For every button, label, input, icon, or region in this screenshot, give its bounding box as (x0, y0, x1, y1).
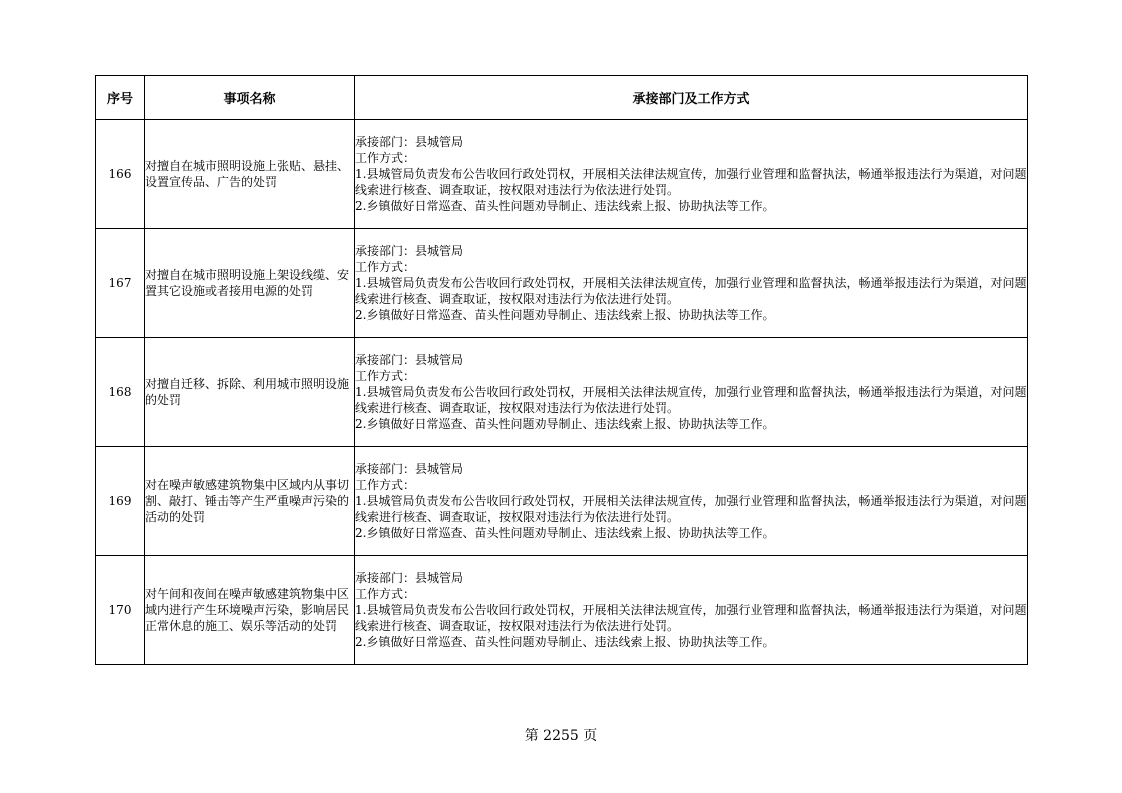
method-label: 工作方式： (355, 369, 416, 383)
department-and-method (355, 556, 1028, 665)
items-table (95, 75, 1028, 665)
table-row (96, 120, 1028, 229)
table-row (96, 447, 1028, 556)
method-step-1: 1.县城管局负责发布公告收回行政处罚权，开展相关法律法规宣传，加强行业管理和监督执法，畅通举报违法行为渠道，对问题线索进行核查、调查取证，按权限对违法行为依法进行处罚。 (355, 603, 1027, 633)
item-name: 对午间和夜间在噪声敏感建筑物集中区域内进行产生环境噪声污染，影响居民正常休息的施工、娱乐等活动的处罚 (145, 556, 355, 665)
method-step-2: 2.乡镇做好日常巡查、苗头性问题劝导制止、违法线索上报、协助执法等工作。 (355, 526, 775, 540)
column-header-department: 承接部门及工作方式 (355, 76, 1028, 120)
row-number: 166 (96, 120, 145, 229)
department-and-method (355, 338, 1028, 447)
method-step-1: 1.县城管局负责发布公告收回行政处罚权，开展相关法律法规宣传，加强行业管理和监督执法，畅通举报违法行为渠道，对问题线索进行核查、调查取证，按权限对违法行为依法进行处罚。 (355, 385, 1027, 415)
method-label: 工作方式： (355, 478, 416, 492)
column-header-item-name: 事项名称 (145, 76, 355, 120)
method-step-2: 2.乡镇做好日常巡查、苗头性问题劝导制止、违法线索上报、协助执法等工作。 (355, 635, 775, 649)
item-name: 对擅自迁移、拆除、利用城市照明设施的处罚 (145, 338, 355, 447)
department-line: 承接部门：县城管局 (355, 353, 464, 367)
item-name: 对擅自在城市照明设施上张贴、悬挂、设置宣传品、广告的处罚 (145, 120, 355, 229)
department-and-method (355, 229, 1028, 338)
row-number: 169 (96, 447, 145, 556)
method-label: 工作方式： (355, 151, 416, 165)
method-step-2: 2.乡镇做好日常巡查、苗头性问题劝导制止、违法线索上报、协助执法等工作。 (355, 417, 775, 431)
department-line: 承接部门：县城管局 (355, 135, 464, 149)
method-label: 工作方式： (355, 260, 416, 274)
page-number: 第 2255 页 (524, 728, 598, 744)
department-and-method (355, 447, 1028, 556)
row-number: 170 (96, 556, 145, 665)
item-name: 对在噪声敏感建筑物集中区域内从事切割、敲打、锤击等产生严重噪声污染的活动的处罚 (145, 447, 355, 556)
method-step-1: 1.县城管局负责发布公告收回行政处罚权，开展相关法律法规宣传，加强行业管理和监督执法，畅通举报违法行为渠道，对问题线索进行核查、调查取证，按权限对违法行为依法进行处罚。 (355, 167, 1027, 197)
method-step-1: 1.县城管局负责发布公告收回行政处罚权，开展相关法律法规宣传，加强行业管理和监督执法，畅通举报违法行为渠道，对问题线索进行核查、调查取证，按权限对违法行为依法进行处罚。 (355, 276, 1027, 306)
row-number: 167 (96, 229, 145, 338)
method-step-1: 1.县城管局负责发布公告收回行政处罚权，开展相关法律法规宣传，加强行业管理和监督执法，畅通举报违法行为渠道，对问题线索进行核查、调查取证，按权限对违法行为依法进行处罚。 (355, 494, 1027, 524)
method-label: 工作方式： (355, 587, 416, 601)
item-name: 对擅自在城市照明设施上架设线缆、安置其它设施或者接用电源的处罚 (145, 229, 355, 338)
department-line: 承接部门：县城管局 (355, 571, 464, 585)
method-step-2: 2.乡镇做好日常巡查、苗头性问题劝导制止、违法线索上报、协助执法等工作。 (355, 199, 775, 213)
department-line: 承接部门：县城管局 (355, 462, 464, 476)
row-number: 168 (96, 338, 145, 447)
method-step-2: 2.乡镇做好日常巡查、苗头性问题劝导制止、违法线索上报、协助执法等工作。 (355, 308, 775, 322)
column-header-number: 序号 (96, 76, 145, 120)
department-and-method (355, 120, 1028, 229)
department-line: 承接部门：县城管局 (355, 244, 464, 258)
table-row (96, 229, 1028, 338)
table-row (96, 338, 1028, 447)
table-row (96, 556, 1028, 665)
table-header-row (96, 76, 1028, 120)
